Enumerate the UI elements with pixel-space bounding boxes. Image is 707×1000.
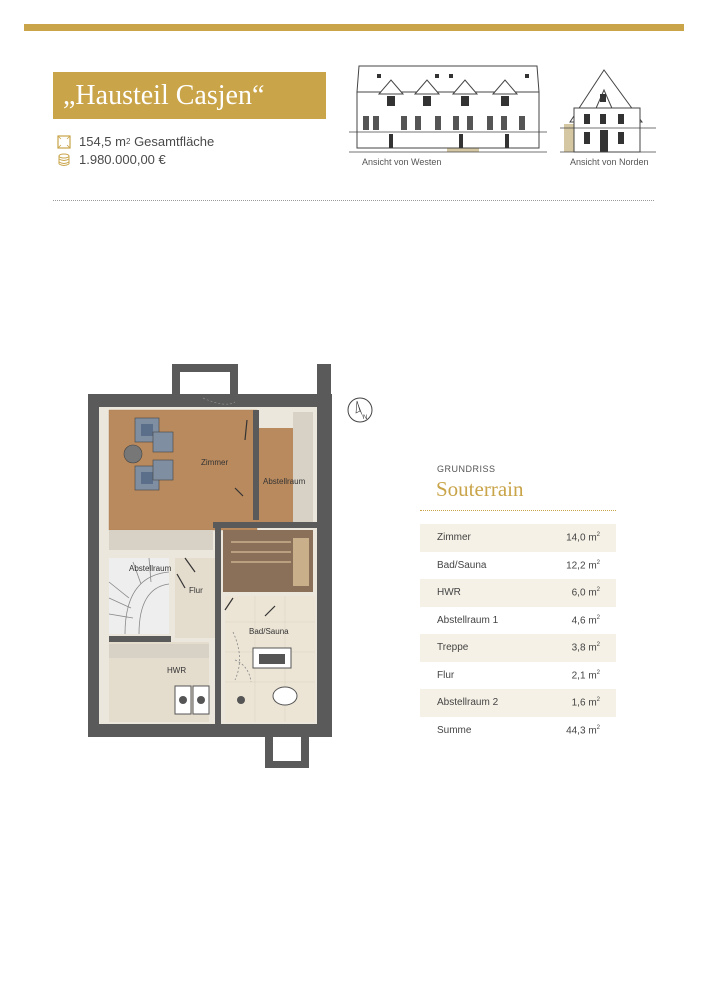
room-row bbox=[420, 689, 616, 717]
total-area-info bbox=[57, 134, 214, 149]
room-name: Summe bbox=[437, 724, 472, 736]
room-name: Bad/Sauna bbox=[437, 559, 487, 571]
compass-icon bbox=[345, 395, 375, 425]
area-sup: 2 bbox=[125, 137, 131, 146]
room-name: Abstellraum 2 bbox=[437, 697, 499, 709]
room-name: Flur bbox=[437, 669, 455, 681]
area-number: 154,5 m bbox=[79, 134, 126, 149]
grundriss-kicker: GRUNDRISS bbox=[437, 464, 496, 474]
room-row bbox=[420, 634, 616, 662]
section-divider bbox=[53, 200, 654, 201]
room-row bbox=[420, 607, 616, 635]
north-elevation-label: Ansicht von Norden bbox=[570, 157, 649, 167]
plan-label-abstellraum-2: Abstellraum bbox=[129, 564, 172, 573]
compass-letter: N bbox=[363, 415, 368, 421]
price-info bbox=[57, 152, 166, 167]
area-label: Gesamtfläche bbox=[134, 134, 215, 149]
plan-label-abstellraum: Abstellraum bbox=[263, 477, 306, 486]
plan-label-zimmer: Zimmer bbox=[201, 458, 229, 467]
west-elevation-label: Ansicht von Westen bbox=[362, 157, 442, 167]
plan-label-flur: Flur bbox=[189, 586, 203, 595]
coins-icon bbox=[57, 153, 71, 167]
room-area: 44,3 $m^2$ bbox=[566, 724, 600, 736]
room-area: 12,2 $m^2$ bbox=[566, 559, 600, 571]
price: 1.980.000,00 € bbox=[79, 152, 166, 167]
room-area: 1,6 $m^2$ bbox=[571, 697, 600, 709]
room-area: 2,1 $m^2$ bbox=[571, 669, 600, 681]
plan-label-bad-sauna: Bad/Sauna bbox=[249, 627, 289, 636]
room-row bbox=[420, 524, 616, 552]
top-accent-bar bbox=[24, 24, 684, 31]
room-row-total bbox=[420, 717, 616, 745]
room-list bbox=[420, 524, 616, 744]
room-area: 14,0 $m^2$ bbox=[566, 532, 600, 544]
grundriss-title: Souterrain bbox=[436, 477, 524, 501]
room-name: Treppe bbox=[437, 642, 469, 654]
room-name: Zimmer bbox=[437, 532, 471, 544]
room-row bbox=[420, 662, 616, 690]
page-title: „Hausteil Casjen“ bbox=[53, 72, 326, 119]
floor-plan bbox=[85, 362, 340, 770]
west-elevation-drawing bbox=[349, 64, 547, 161]
plan-label-hwr: HWR bbox=[167, 666, 187, 675]
area-icon bbox=[57, 135, 71, 149]
grundriss-divider bbox=[420, 510, 616, 511]
room-name: HWR bbox=[437, 587, 461, 599]
room-area: 4,6 $m^2$ bbox=[571, 614, 600, 626]
room-row bbox=[420, 579, 616, 607]
room-area: 3,8 $m^2$ bbox=[571, 642, 600, 654]
room-name: Abstellraum 1 bbox=[437, 614, 499, 626]
room-area: 6,0 $m^2$ bbox=[571, 587, 600, 599]
room-row bbox=[420, 552, 616, 580]
north-elevation-drawing bbox=[560, 64, 656, 161]
